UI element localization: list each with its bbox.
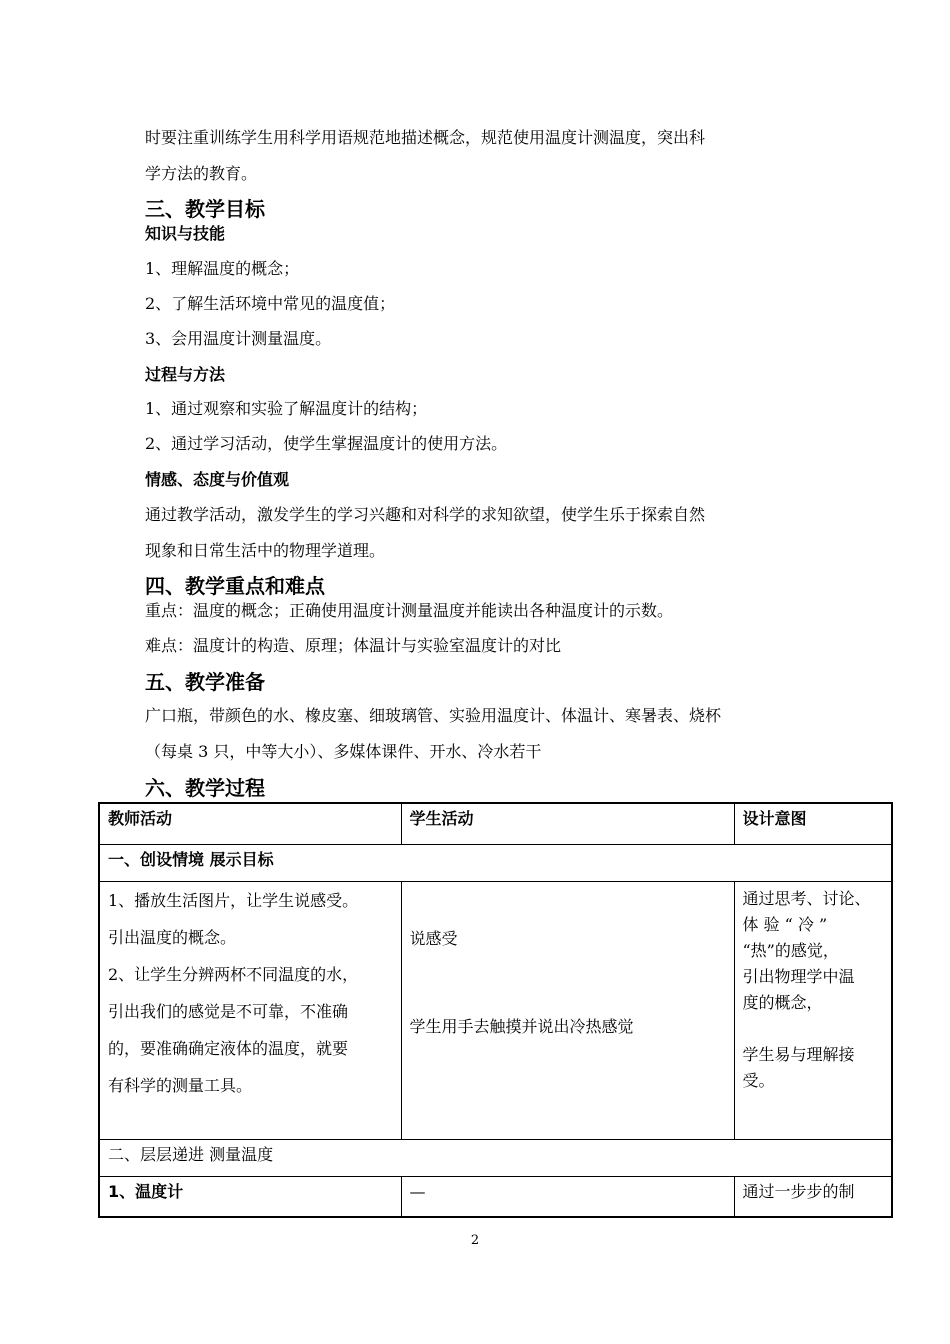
emotion-heading: 情感、态度与价值观 bbox=[145, 470, 290, 489]
phase-2-label: 二、层层递进 测量温度 bbox=[99, 1140, 892, 1177]
section6-title: 六、教学过程 bbox=[145, 776, 265, 800]
row3-student-cell: — bbox=[401, 1177, 734, 1217]
phase-row-2 bbox=[99, 1140, 892, 1177]
teacher-line: 的，要准确确定液体的温度，就要 bbox=[108, 1039, 349, 1058]
process-item-1: 1、通过观察和实验了解温度计的结构； bbox=[145, 399, 428, 418]
design-line: “热”的感觉， bbox=[742, 941, 839, 960]
lesson-process-table bbox=[98, 802, 893, 1218]
header-teacher: 教师活动 bbox=[99, 803, 401, 845]
student-activity-cell bbox=[401, 882, 734, 1140]
materials-line-1: 广口瓶，带颜色的水、橡皮塞、细玻璃管、实验用温度计、体温计、寒暑表、烧杯 bbox=[145, 706, 722, 725]
section5-title: 五、教学准备 bbox=[145, 670, 265, 694]
row3-design-cell: 通过一步步的制 bbox=[734, 1177, 892, 1217]
header-design: 设计意图 bbox=[734, 803, 892, 845]
teacher-line: 引出我们的感觉是不可靠，不准确 bbox=[108, 1002, 349, 1021]
emotion-line-2: 现象和日常生活中的物理学道理。 bbox=[145, 541, 386, 560]
knowledge-item-2: 2、了解生活环境中常见的温度值； bbox=[145, 294, 396, 313]
teacher-activity-cell bbox=[99, 882, 401, 1140]
design-line: 引出物理学中温 bbox=[742, 967, 855, 986]
intro-line-1: 时要注重训练学生用科学用语规范地描述概念，规范使用温度计测温度，突出科 bbox=[145, 128, 706, 147]
design-line: 学生易与理解接 bbox=[742, 1045, 855, 1064]
table-header-row bbox=[99, 803, 892, 845]
student-activity-2: 学生用手去触摸并说出冷热感觉 bbox=[409, 1017, 634, 1036]
table-row bbox=[99, 1177, 892, 1217]
knowledge-item-3: 3、会用温度计测量温度。 bbox=[145, 329, 332, 348]
emotion-line-1: 通过教学活动，激发学生的学习兴趣和对科学的求知欲望，使学生乐于探索自然 bbox=[145, 505, 706, 524]
table-row bbox=[99, 882, 892, 1140]
design-line bbox=[743, 1016, 884, 1042]
knowledge-heading: 知识与技能 bbox=[145, 224, 226, 243]
student-activity-1: 说感受 bbox=[409, 929, 458, 948]
knowledge-item-1: 1、理解温度的概念； bbox=[145, 259, 300, 278]
design-line: 度的概念， bbox=[742, 993, 823, 1012]
design-line: 受。 bbox=[742, 1071, 775, 1090]
phase-row-1 bbox=[99, 845, 892, 882]
design-line: 通过思考、讨论、 bbox=[742, 889, 871, 908]
section4-title: 四、教学重点和难点 bbox=[145, 574, 325, 598]
teacher-line: 有科学的测量工具。 bbox=[108, 1076, 253, 1095]
header-student: 学生活动 bbox=[401, 803, 734, 845]
process-item-2: 2、通过学习活动，使学生掌握温度计的使用方法。 bbox=[145, 434, 508, 453]
teacher-line: 2、让学生分辨两杯不同温度的水， bbox=[108, 965, 359, 984]
design-line: 体 验 “ 冷 ” bbox=[742, 915, 828, 934]
difficult-point: 难点：温度计的构造、原理；体温计与实验室温度计的对比 bbox=[145, 636, 562, 655]
design-intent-cell bbox=[734, 882, 892, 1140]
teacher-line: 引出温度的概念。 bbox=[108, 928, 237, 947]
section3-title: 三、教学目标 bbox=[145, 197, 265, 221]
thermometer-cell: 1、温度计 bbox=[99, 1177, 401, 1217]
materials-line-2: （每桌 3 只，中等大小）、多媒体课件、开水、冷水若干 bbox=[145, 742, 542, 761]
process-heading: 过程与方法 bbox=[145, 365, 226, 384]
key-point: 重点：温度的概念；正确使用温度计测量温度并能读出各种温度计的示数。 bbox=[145, 601, 674, 620]
phase-1-label: 一、创设情境 展示目标 bbox=[99, 845, 892, 882]
intro-line-2: 学方法的教育。 bbox=[145, 164, 258, 183]
page-number: 2 bbox=[470, 1233, 480, 1248]
teacher-line: 1、播放生活图片，让学生说感受。 bbox=[108, 891, 359, 910]
